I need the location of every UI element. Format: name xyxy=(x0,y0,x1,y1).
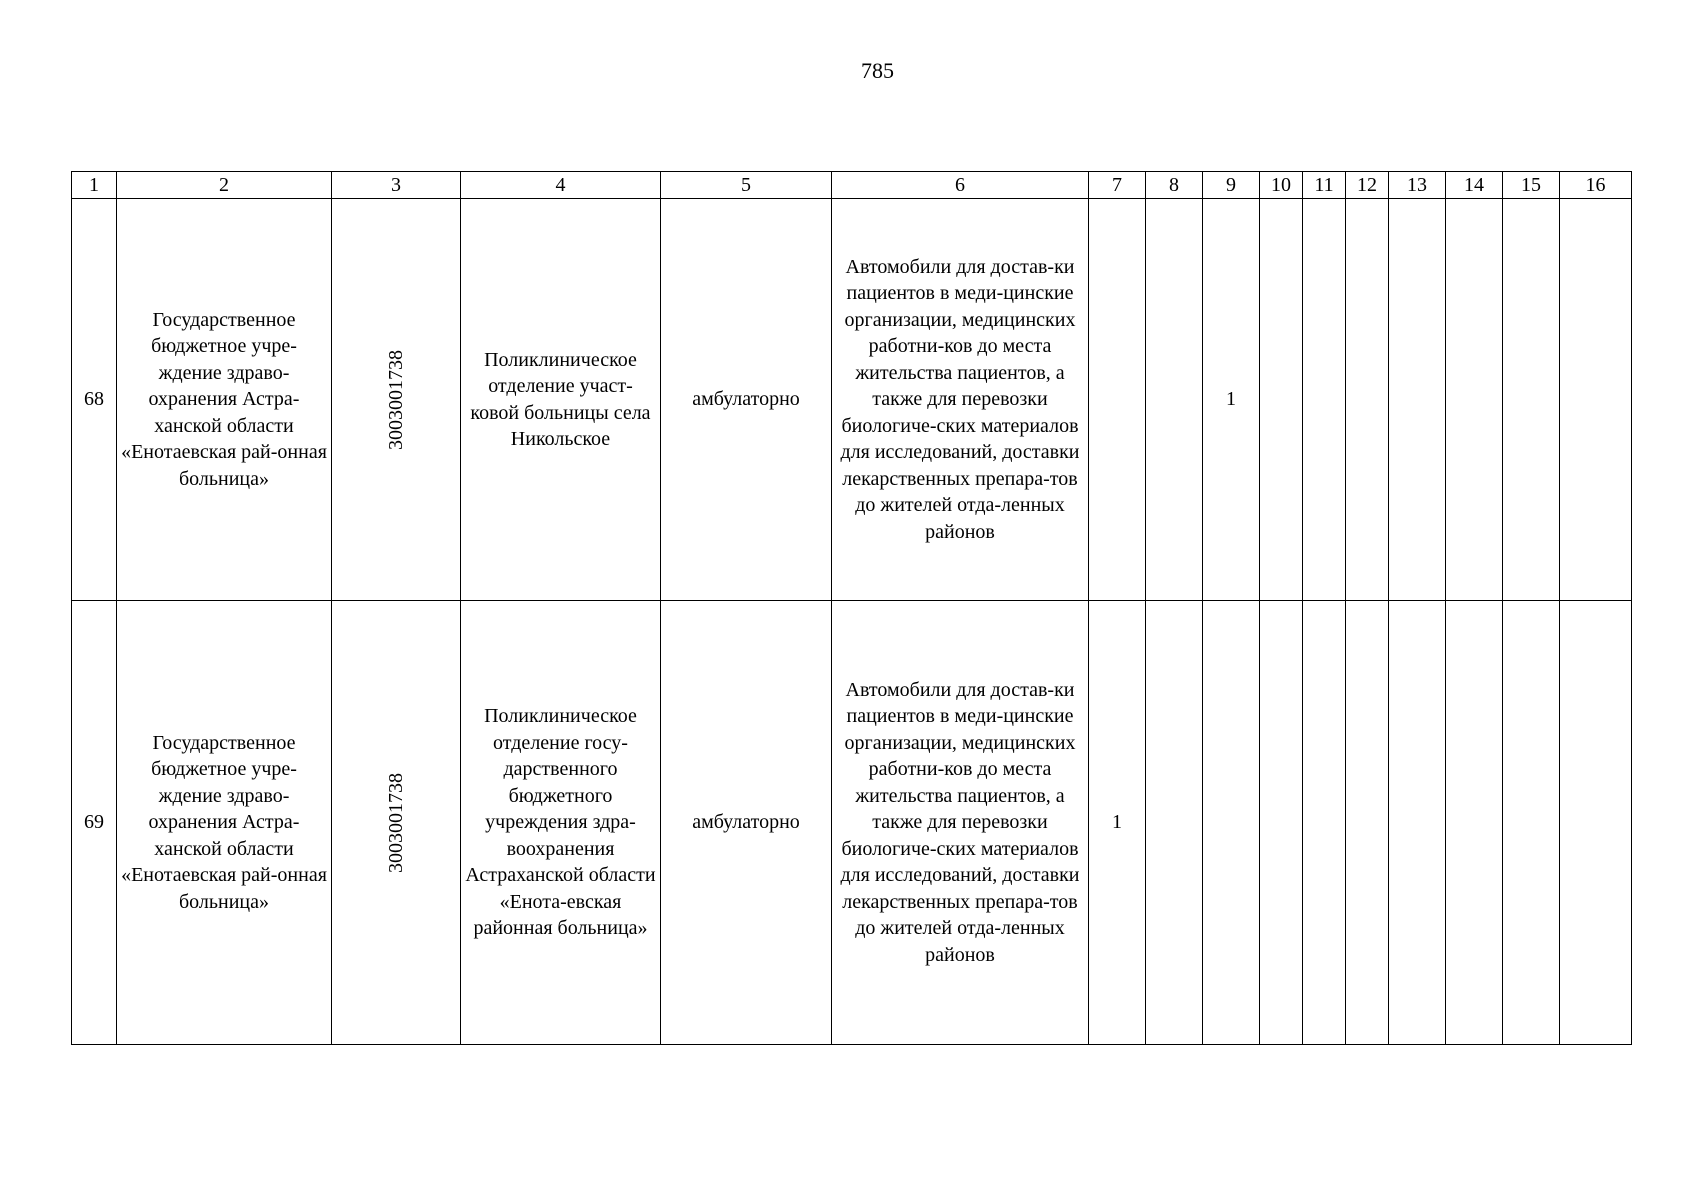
column-header: 4 xyxy=(461,172,661,199)
column-header: 2 xyxy=(117,172,332,199)
column-header: 6 xyxy=(832,172,1089,199)
care-form-cell: амбулаторно xyxy=(661,601,832,1045)
value-cell xyxy=(1260,199,1303,601)
column-header: 13 xyxy=(1389,172,1446,199)
column-header: 1 xyxy=(72,172,117,199)
value-cell xyxy=(1089,199,1146,601)
column-header: 16 xyxy=(1560,172,1632,199)
care-form-cell: амбулаторно xyxy=(661,199,832,601)
value-cell xyxy=(1303,601,1346,1045)
value-cell xyxy=(1560,601,1632,1045)
value-cell xyxy=(1446,199,1503,601)
value-cell xyxy=(1560,199,1632,601)
organization-cell: Государственное бюджетное учре-ждение здраво-охранения Астра-ханской области «Енотаевская рай-онная больница» xyxy=(117,601,332,1045)
column-header: 14 xyxy=(1446,172,1503,199)
value-cell xyxy=(1503,199,1560,601)
table-row xyxy=(72,199,1632,601)
inn-cell xyxy=(332,199,461,601)
column-header: 12 xyxy=(1346,172,1389,199)
subdivision-cell: Поликлиническое отделение госу-дарственного бюджетного учреждения здра-воохранения Астраханской области «Енота-евская районная больница» xyxy=(461,601,661,1045)
table-row xyxy=(72,601,1632,1045)
value-cell xyxy=(1389,601,1446,1045)
page-number: 785 xyxy=(861,58,894,83)
value-cell: 1 xyxy=(1203,199,1260,601)
value-cell xyxy=(1346,199,1389,601)
column-header: 8 xyxy=(1146,172,1203,199)
column-header: 3 xyxy=(332,172,461,199)
value-cell xyxy=(1260,601,1303,1045)
vehicle-purpose-cell: Автомобили для достав-ки пациентов в меди-цинские организации, медицинских работни-ков до места жительства пациентов, а также для перевозки биологиче-ских материалов для исследований, доставки лекарственных препара-тов до жителей отда-ленных районов xyxy=(832,601,1089,1045)
column-number-row xyxy=(72,172,1632,199)
column-header: 11 xyxy=(1303,172,1346,199)
column-header: 10 xyxy=(1260,172,1303,199)
value-cell xyxy=(1146,199,1203,601)
column-header: 5 xyxy=(661,172,832,199)
value-cell xyxy=(1146,601,1203,1045)
inn-cell xyxy=(332,601,461,1045)
column-header: 15 xyxy=(1503,172,1560,199)
row-number-cell: 68 xyxy=(72,199,117,601)
inn-text: 3003001738 xyxy=(384,772,407,873)
subdivision-cell: Поликлиническое отделение участ-ковой больницы села Никольское xyxy=(461,199,661,601)
organization-cell: Государственное бюджетное учре-ждение здраво-охранения Астра-ханской области «Енотаевская рай-онная больница» xyxy=(117,199,332,601)
row-number-cell: 69 xyxy=(72,601,117,1045)
vehicle-purpose-cell: Автомобили для достав-ки пациентов в меди-цинские организации, медицинских работни-ков до места жительства пациентов, а также для перевозки биологиче-ских материалов для исследований, доставки лекарственных препара-тов до жителей отда-ленных районов xyxy=(832,199,1089,601)
column-header: 7 xyxy=(1089,172,1146,199)
value-cell xyxy=(1303,199,1346,601)
value-cell xyxy=(1446,601,1503,1045)
registry-table xyxy=(71,171,1632,1045)
column-header: 9 xyxy=(1203,172,1260,199)
value-cell: 1 xyxy=(1089,601,1146,1045)
value-cell xyxy=(1503,601,1560,1045)
value-cell xyxy=(1389,199,1446,601)
inn-text: 3003001738 xyxy=(384,349,407,450)
value-cell xyxy=(1203,601,1260,1045)
value-cell xyxy=(1346,601,1389,1045)
